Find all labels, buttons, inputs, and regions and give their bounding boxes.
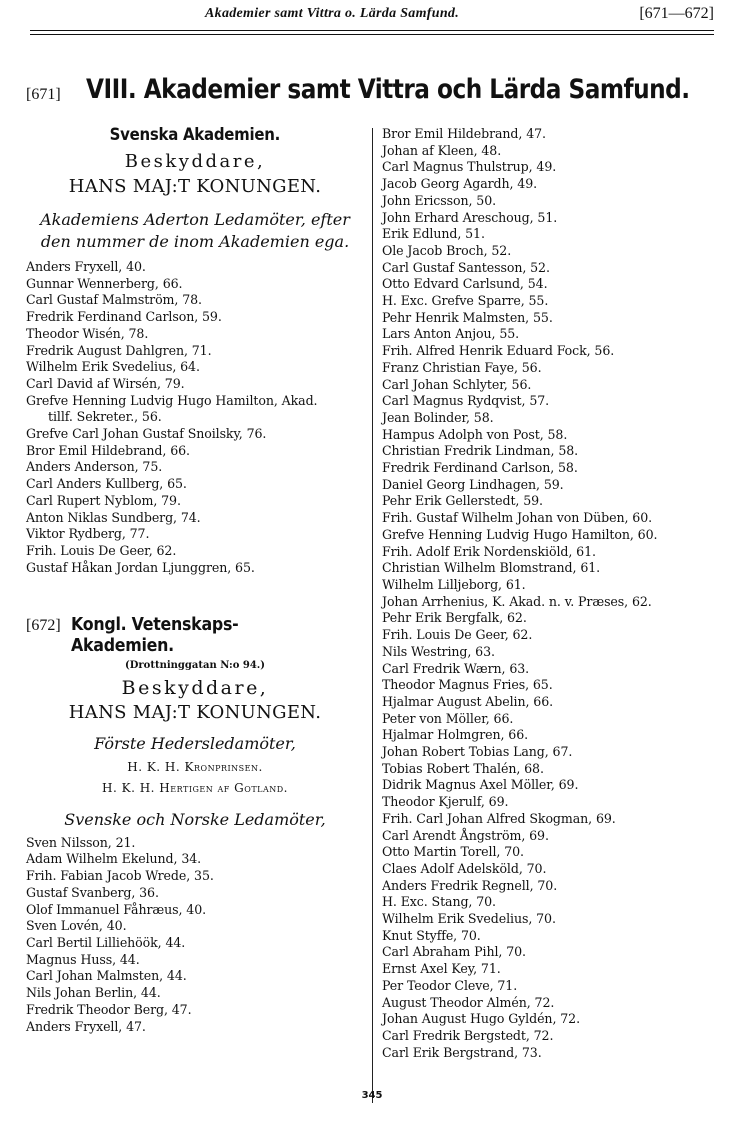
member-entry: Fredrik Theodor Berg, 47. (26, 1001, 192, 1017)
page-folio: 345 (361, 1090, 383, 1101)
header-rule (30, 30, 714, 31)
member-entry: Adam Wilhelm Ekelund, 34. (26, 851, 202, 867)
member-entry: Anders Fryxell, 47. (26, 1018, 146, 1034)
member-entry: Bror Emil Hildebrand, 66. (26, 442, 190, 458)
honorary-heading: Förste Hedersledamöter, (94, 734, 296, 754)
honorary-member: H. K. H. Kronprinsen. (127, 760, 263, 775)
vetenskaps-akademien-title: Kongl. Vetenskaps-Akademien. (70, 614, 239, 657)
member-entry: Otto Martin Torell, 70. (382, 844, 524, 860)
member-entry: tillf. Sekreter., 56. (48, 409, 162, 425)
member-entry: Carl Fredrik Wærn, 63. (382, 660, 530, 676)
member-entry: Ernst Axel Key, 71. (382, 961, 501, 977)
member-entry: H. Exc. Grefve Sparre, 55. (382, 293, 549, 309)
member-entry: Frih. Fabian Jacob Wrede, 35. (26, 868, 214, 884)
member-entry: August Theodor Almén, 72. (382, 994, 555, 1010)
member-entry: Bror Emil Hildebrand, 47. (382, 126, 546, 141)
member-entry: Erik Edlund, 51. (382, 226, 485, 242)
member-entry: Anders Fryxell, 40. (26, 259, 146, 274)
member-entry: Theodor Magnus Fries, 65. (382, 677, 553, 693)
member-entry: Hjalmar August Abelin, 66. (382, 693, 554, 709)
member-entry: Wilhelm Lilljeborg, 61. (382, 576, 526, 592)
vetenskaps-heading-row (26, 614, 364, 656)
vetenskaps-address: (Drottninggatan N:o 94.) (125, 660, 265, 672)
member-entry: Anders Anderson, 75. (26, 459, 163, 475)
member-entry: Tobias Robert Thalén, 68. (382, 760, 544, 776)
member-entry: Fredrik Ferdinand Carlson, 59. (26, 309, 222, 325)
right-column (382, 126, 722, 1061)
member-entry: Otto Edvard Carlsund, 54. (382, 276, 548, 292)
vetenskaps-patron: HANS MAJ:T KONUNGEN. (68, 702, 322, 724)
vetenskaps-beskyddare: Beskyddare, (121, 677, 269, 700)
member-entry: Didrik Magnus Axel Möller, 69. (382, 777, 579, 793)
member-entry: Viktor Rydberg, 77. (26, 526, 150, 542)
member-entry: Sven Nilsson, 21. (26, 834, 136, 850)
member-entry: Carl Rupert Nyblom, 79. (26, 492, 181, 508)
header-rule-thin (30, 34, 714, 35)
member-entry: Claes Adolf Adelsköld, 70. (382, 860, 547, 876)
member-entry: Carl Gustaf Santesson, 52. (382, 259, 550, 275)
member-entry: Johan Robert Tobias Lang, 67. (382, 744, 573, 760)
vetenskaps-members-right (382, 126, 722, 1061)
member-entry: Frih. Louis De Geer, 62. (26, 542, 177, 558)
member-entry: Anders Fredrik Regnell, 70. (382, 877, 558, 893)
member-entry: Grefve Henning Ludvig Hugo Hamilton, 60. (382, 526, 658, 542)
member-entry: Nils Johan Berlin, 44. (26, 985, 161, 1001)
member-entry: Carl Erik Bergstrand, 73. (382, 1044, 542, 1060)
svenska-members-list (26, 259, 364, 576)
member-entry: Gustaf Svanberg, 36. (26, 884, 159, 900)
member-entry: Frih. Louis De Geer, 62. (382, 627, 533, 643)
svenska-patron: HANS MAJ:T KONUNGEN. (68, 176, 322, 197)
left-column (26, 125, 364, 1035)
member-entry: Jean Bolinder, 58. (382, 409, 494, 425)
member-entry: Hjalmar Holmgren, 66. (382, 727, 529, 743)
member-entry: Johan August Hugo Gyldén, 72. (382, 1011, 580, 1027)
member-entry: Magnus Huss, 44. (26, 951, 140, 967)
member-entry: Carl Anders Kullberg, 65. (26, 476, 187, 492)
member-entry: Carl Bertil Lilliehöök, 44. (26, 934, 186, 950)
page-range: [671—672] (639, 5, 714, 22)
member-entry: Gunnar Wennerberg, 66. (26, 275, 183, 291)
member-entry: Theodor Wisén, 78. (26, 325, 149, 341)
member-entry: Pehr Henrik Malmsten, 55. (382, 309, 553, 325)
member-entry: John Erhard Areschoug, 51. (382, 209, 558, 225)
member-entry: Carl Abraham Pihl, 70. (382, 944, 526, 960)
svenska-beskyddare: Beskyddare, (124, 151, 266, 172)
member-entry: Grefve Carl Johan Gustaf Snoilsky, 76. (26, 426, 267, 442)
member-entry: Theodor Kjerulf, 69. (382, 794, 509, 810)
member-entry: Christian Wilhelm Blomstrand, 61. (382, 560, 601, 576)
member-entry: Franz Christian Faye, 56. (382, 359, 542, 375)
vetenskaps-members-left (26, 835, 364, 1035)
member-entry: Grefve Henning Ludvig Hugo Hamilton, Akad. (26, 392, 318, 408)
member-entry: Frih. Gustaf Wilhelm Johan von Düben, 60. (382, 510, 653, 526)
member-entry: Fredrik August Dahlgren, 71. (26, 342, 212, 358)
member-entry: Peter von Möller, 66. (382, 710, 514, 726)
member-entry: Carl Magnus Rydqvist, 57. (382, 393, 550, 409)
svenska-heading-wrap (26, 125, 364, 145)
member-entry: Pehr Erik Gellerstedt, 59. (382, 493, 543, 509)
member-entry: Daniel Georg Lindhagen, 59. (382, 476, 564, 492)
section-number-672: [672] (26, 617, 61, 635)
honorary-member: H. K. H. Hertigen af Gotland. (102, 781, 288, 796)
member-entry: Carl Magnus Thulstrup, 49. (382, 159, 557, 175)
section-number-671: [671] (26, 86, 61, 103)
member-entry: Carl David af Wirsén, 79. (26, 375, 185, 391)
chapter-title: VIII. Akademier samt Vittra och Lärda Samfund. (86, 74, 690, 105)
member-entry: Sven Lovén, 40. (26, 918, 127, 934)
member-entry: Wilhelm Erik Svedelius, 64. (26, 359, 200, 375)
member-entry: Olof Immanuel Fåhræus, 40. (26, 901, 207, 917)
member-entry: Wilhelm Erik Svedelius, 70. (382, 911, 556, 927)
member-entry: Per Teodor Cleve, 71. (382, 977, 518, 993)
vetenskaps-members-heading: Svenske och Norske Ledamöter, (64, 809, 326, 829)
member-entry: Hampus Adolph von Post, 58. (382, 426, 568, 442)
running-head: Akademier samt Vittra o. Lärda Samfund. (205, 6, 460, 21)
member-entry: Jacob Georg Agardh, 49. (382, 176, 538, 192)
member-entry: Johan Arrhenius, K. Akad. n. v. Præses, 62. (382, 593, 652, 609)
member-entry: Pehr Erik Bergfalk, 62. (382, 610, 527, 626)
member-entry: Carl Fredrik Bergstedt, 72. (382, 1027, 554, 1043)
svenska-akademien-title: Svenska Akademien. (109, 125, 281, 145)
member-entry: Frih. Adolf Erik Nordenskiöld, 61. (382, 543, 596, 559)
member-entry: Frih. Carl Johan Alfred Skogman, 69. (382, 810, 616, 826)
member-entry: Ole Jacob Broch, 52. (382, 242, 512, 258)
member-entry: Christian Fredrik Lindman, 58. (382, 443, 579, 459)
member-entry: Anton Niklas Sundberg, 74. (26, 509, 201, 525)
member-entry: Carl Johan Schlyter, 56. (382, 376, 532, 392)
member-entry: Carl Gustaf Malmström, 78. (26, 292, 202, 308)
member-entry: Carl Johan Malmsten, 44. (26, 968, 187, 984)
member-entry: John Ericsson, 50. (382, 192, 497, 208)
member-entry: Knut Styffe, 70. (382, 927, 481, 943)
svenska-members-heading: Akademiens Aderton Ledamöter, efter den nummer de inom Akademien ega. (40, 210, 350, 251)
column-divider (372, 128, 373, 1103)
member-entry: Johan af Kleen, 48. (382, 142, 502, 158)
member-entry: Lars Anton Anjou, 55. (382, 326, 520, 342)
member-entry: Nils Westring, 63. (382, 643, 495, 659)
member-entry: Frih. Alfred Henrik Eduard Fock, 56. (382, 343, 615, 359)
member-entry: Carl Arendt Ångström, 69. (382, 827, 549, 843)
member-entry: H. Exc. Stang, 70. (382, 894, 496, 910)
member-entry: Gustaf Håkan Jordan Ljunggren, 65. (26, 559, 255, 575)
member-entry: Fredrik Ferdinand Carlson, 58. (382, 460, 578, 476)
